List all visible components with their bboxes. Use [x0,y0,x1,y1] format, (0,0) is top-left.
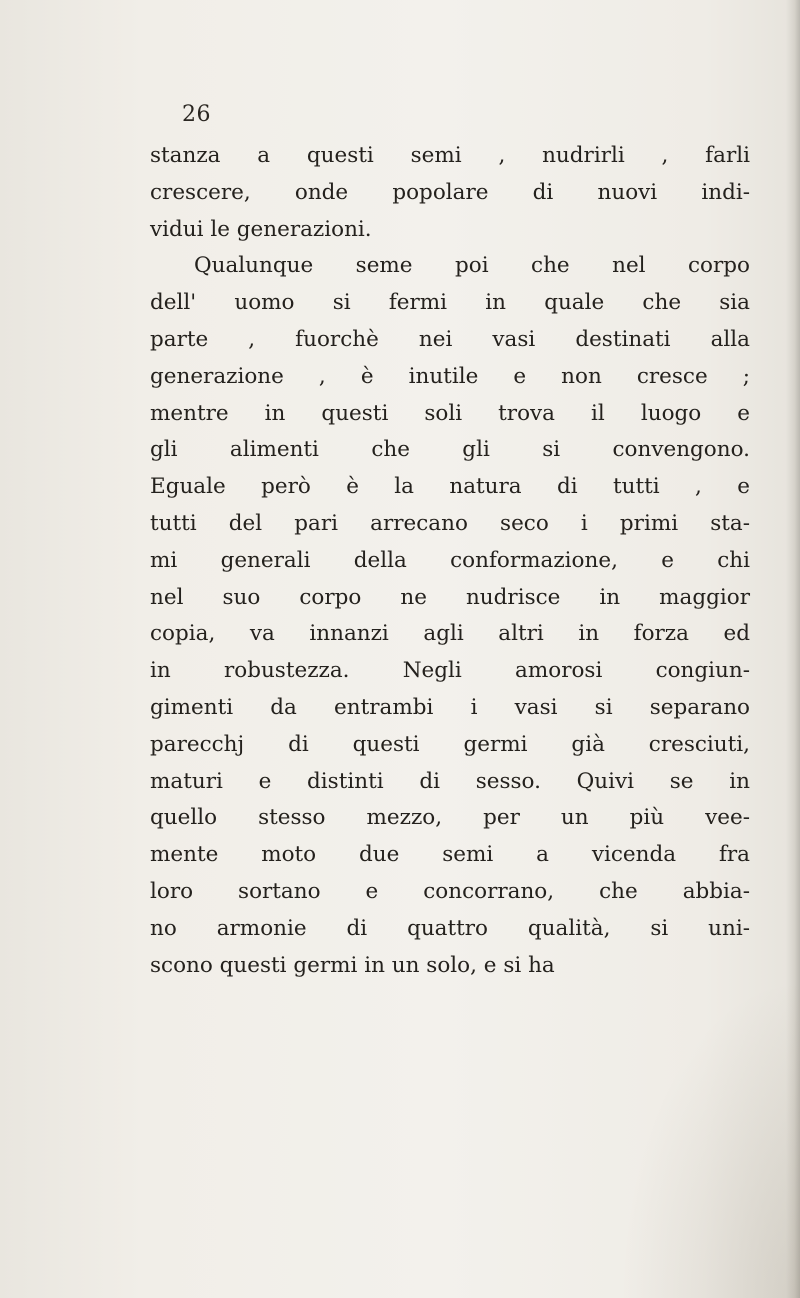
text-line: nel suo corpo ne nudrisce in maggior [150,584,750,610]
text-line: vidui le generazioni. [150,216,372,242]
page-corner-shading [620,978,800,1298]
text-line: parecchj di questi germi già cresciuti, [150,731,750,757]
text-line: copia, va innanzi agli altri in forza ed [150,621,750,647]
text-line: dell' uomo si fermi in quale che sia [150,290,750,316]
page-number: 26 [182,102,211,127]
text-line: parte , fuorchè nei vasi destinati alla [150,326,750,352]
text-line: quello stesso mezzo, per un più vee- [150,805,750,831]
text-line: gli alimenti che gli si convengono. [150,437,750,463]
text-line: crescere, onde popolare di nuovi indi- [150,179,750,205]
text-line: gimenti da entrambi i vasi si separano [150,694,750,720]
text-line: scono questi germi in un solo, e si ha [150,952,555,978]
text-line: maturi e distinti di sesso. Quivi se in [150,768,750,794]
text-line: mentre in questi soli trova il luogo e [150,400,750,426]
text-line: Qualunque seme poi che nel corpo [194,253,750,279]
text-line: loro sortano e concorrano, che abbia- [150,878,750,904]
text-line: mi generali della conformazione, e chi [150,547,750,573]
text-line: generazione , è inutile e non cresce ; [150,363,750,389]
text-line: mente moto due semi a vicenda fra [150,842,750,868]
text-line: tutti del pari arrecano seco i primi sta- [150,510,750,536]
text-line: Eguale però è la natura di tutti , e [150,474,750,500]
text-line: no armonie di quattro qualità, si uni- [150,915,750,941]
text-line: stanza a questi semi , nudrirli , farli [150,143,750,168]
text-line: in robustezza. Negli amorosi congiun- [150,658,750,684]
body-text [150,138,750,984]
